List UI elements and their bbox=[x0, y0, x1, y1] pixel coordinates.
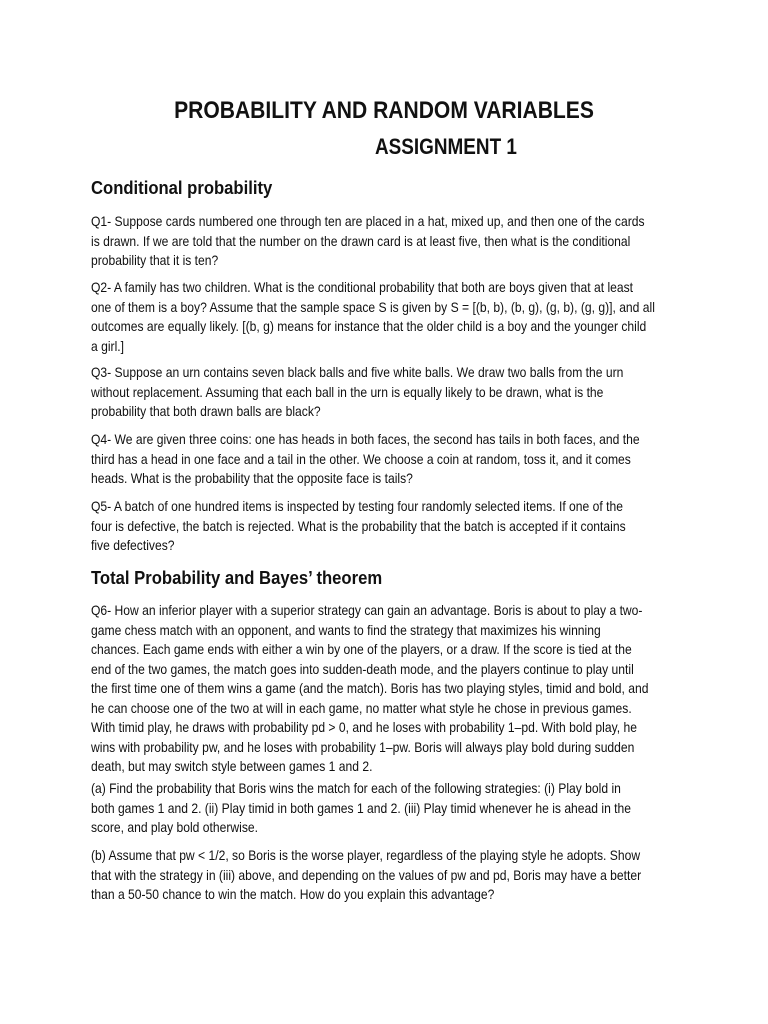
question-line: Q6- How an inferior player with a superior strategy can gain an advantage. Boris is about to play a two- bbox=[91, 603, 643, 618]
question-line: (b) Assume that pw < 1/2, so Boris is the worse player, regardless of the playing style he adopts. Show bbox=[91, 848, 641, 863]
question-line: one of them is a boy? Assume that the sample space S is given by S = [(b, b), (b, g), (g, b), (g, g)], and all bbox=[91, 299, 655, 315]
question-line: wins with probability pw, and he loses with probability 1–pw. Boris will always play bold during sudden bbox=[91, 739, 635, 755]
question-line: death, but may switch style between games 1 and 2. bbox=[91, 759, 373, 774]
question-line: With timid play, he draws with probability pd > 0, and he loses with probability 1–pd. With bold play, he bbox=[91, 720, 637, 735]
question-q2 bbox=[91, 278, 677, 356]
question-line: is drawn. If we are told that the number on the drawn card is at least five, then what is the conditional bbox=[91, 233, 631, 249]
question-line: than a 50-50 chance to win the match. How do you explain this advantage? bbox=[91, 887, 495, 902]
question-line: Q5- A batch of one hundred items is inspected by testing four randomly selected items. If one of the bbox=[91, 499, 623, 514]
question-q4 bbox=[91, 430, 677, 489]
question-line: that with the strategy in (iii) above, and depending on the values of pw and pd, Boris may have a better bbox=[91, 867, 642, 883]
question-line: game chess match with an opponent, and wants to find the strategy that maximizes his winning bbox=[91, 622, 601, 638]
question-line: Q1- Suppose cards numbered one through ten are placed in a hat, mixed up, and then one of the cards bbox=[91, 214, 645, 229]
question-q6-part-a bbox=[91, 779, 677, 838]
section-heading-conditional-probability: Conditional probability bbox=[91, 177, 273, 198]
question-line: Q2- A family has two children. What is the conditional probability that both are boys given that at least bbox=[91, 280, 634, 295]
question-line: both games 1 and 2. (ii) Play timid in both games 1 and 2. (iii) Play timid whenever he is ahead in the bbox=[91, 800, 632, 816]
question-line: Q3- Suppose an urn contains seven black balls and five white balls. We draw two balls from the urn bbox=[91, 365, 624, 380]
section-heading-total-probability-bayes: Total Probability and Bayes’ theorem bbox=[91, 567, 383, 588]
question-line: chances. Each game ends with either a win by one of the players, or a draw. If the score is tied at the bbox=[91, 642, 632, 657]
question-line: a girl.] bbox=[91, 338, 124, 354]
document-title: PROBABILITY AND RANDOM VARIABLES bbox=[174, 97, 594, 124]
question-line: without replacement. Assuming that each ball in the urn is equally likely to be drawn, what is the bbox=[91, 384, 604, 400]
question-line: he can choose one of the two at will in each game, no matter what style he chose in previous games. bbox=[91, 700, 632, 716]
question-line: four is defective, the batch is rejected. What is the probability that the batch is accepted if it contains bbox=[91, 518, 626, 534]
question-q1 bbox=[91, 212, 677, 271]
question-line: heads. What is the probability that the opposite face is tails? bbox=[91, 471, 413, 486]
question-q6-part-b bbox=[91, 846, 677, 905]
question-line: the first time one of them wins a game (and the match). Boris has two playing styles, timid and bold, and bbox=[91, 681, 649, 696]
question-q3 bbox=[91, 363, 677, 422]
question-line: end of the two games, the match goes into sudden-death mode, and the players continue to play until bbox=[91, 661, 634, 677]
question-q6 bbox=[91, 601, 677, 777]
question-line: Q4- We are given three coins: one has heads in both faces, the second has tails in both faces, and the bbox=[91, 432, 640, 447]
question-line: score, and play bold otherwise. bbox=[91, 820, 259, 835]
question-q5 bbox=[91, 497, 677, 556]
question-line: probability that it is ten? bbox=[91, 253, 219, 268]
question-line: outcomes are equally likely. [(b, g) means for instance that the older child is a boy and the younger child bbox=[91, 319, 647, 334]
question-line: third has a head in one face and a tail in the other. We choose a coin at random, toss it, and it comes bbox=[91, 451, 631, 467]
question-line: (a) Find the probability that Boris wins the match for each of the following strategies: (i) Play bold in bbox=[91, 781, 621, 796]
document-subtitle: ASSIGNMENT 1 bbox=[375, 134, 517, 159]
question-line: five defectives? bbox=[91, 538, 175, 553]
question-line: probability that both drawn balls are black? bbox=[91, 404, 321, 419]
